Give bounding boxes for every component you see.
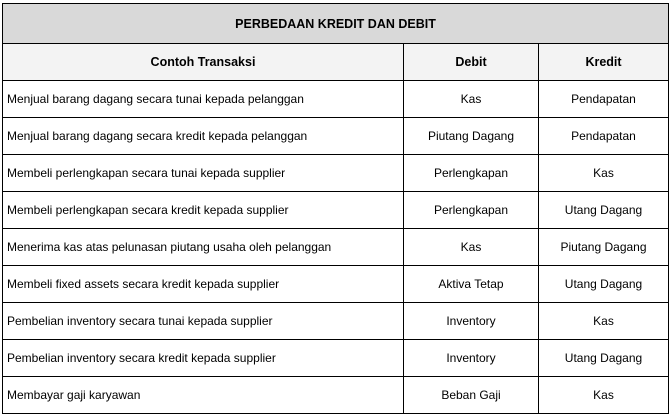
header-contoh-transaksi: Contoh Transaksi <box>3 44 404 81</box>
kredit-cell: Kas <box>539 377 669 414</box>
table-row <box>3 377 669 414</box>
transaksi-cell: Pembelian inventory secara tunai kepada supplier <box>3 303 404 340</box>
kredit-cell: Piutang Dagang <box>539 229 669 266</box>
debit-cell: Aktiva Tetap <box>404 266 539 303</box>
table-row <box>3 303 669 340</box>
transaksi-cell: Menerima kas atas pelunasan piutang usaha oleh pelanggan <box>3 229 404 266</box>
kredit-cell: Pendapatan <box>539 118 669 155</box>
table-row <box>3 81 669 118</box>
table-row <box>3 340 669 377</box>
kredit-cell: Kas <box>539 303 669 340</box>
transaksi-cell: Membeli fixed assets secara kredit kepada supplier <box>3 266 404 303</box>
debit-cell: Inventory <box>404 303 539 340</box>
debit-cell: Inventory <box>404 340 539 377</box>
debit-cell: Perlengkapan <box>404 192 539 229</box>
table-title: PERBEDAAN KREDIT DAN DEBIT <box>3 4 669 44</box>
table-row <box>3 229 669 266</box>
debit-cell: Kas <box>404 229 539 266</box>
transaksi-cell: Membeli perlengkapan secara tunai kepada supplier <box>3 155 404 192</box>
transaksi-cell: Pembelian inventory secara kredit kepada supplier <box>3 340 404 377</box>
debit-cell: Perlengkapan <box>404 155 539 192</box>
table-title-row <box>3 4 669 44</box>
table-header-row <box>3 44 669 81</box>
header-kredit: Kredit <box>539 44 669 81</box>
kredit-cell: Kas <box>539 155 669 192</box>
kredit-cell: Pendapatan <box>539 81 669 118</box>
transaksi-cell: Menjual barang dagang secara tunai kepada pelanggan <box>3 81 404 118</box>
kredit-cell: Utang Dagang <box>539 266 669 303</box>
header-debit: Debit <box>404 44 539 81</box>
table-row <box>3 266 669 303</box>
table-row <box>3 118 669 155</box>
debit-credit-table <box>2 3 669 414</box>
transaksi-cell: Membeli perlengkapan secara kredit kepada supplier <box>3 192 404 229</box>
transaksi-cell: Membayar gaji karyawan <box>3 377 404 414</box>
transaksi-cell: Menjual barang dagang secara kredit kepada pelanggan <box>3 118 404 155</box>
table-row <box>3 155 669 192</box>
debit-cell: Beban Gaji <box>404 377 539 414</box>
kredit-cell: Utang Dagang <box>539 192 669 229</box>
table-row <box>3 192 669 229</box>
debit-cell: Kas <box>404 81 539 118</box>
debit-cell: Piutang Dagang <box>404 118 539 155</box>
kredit-cell: Utang Dagang <box>539 340 669 377</box>
